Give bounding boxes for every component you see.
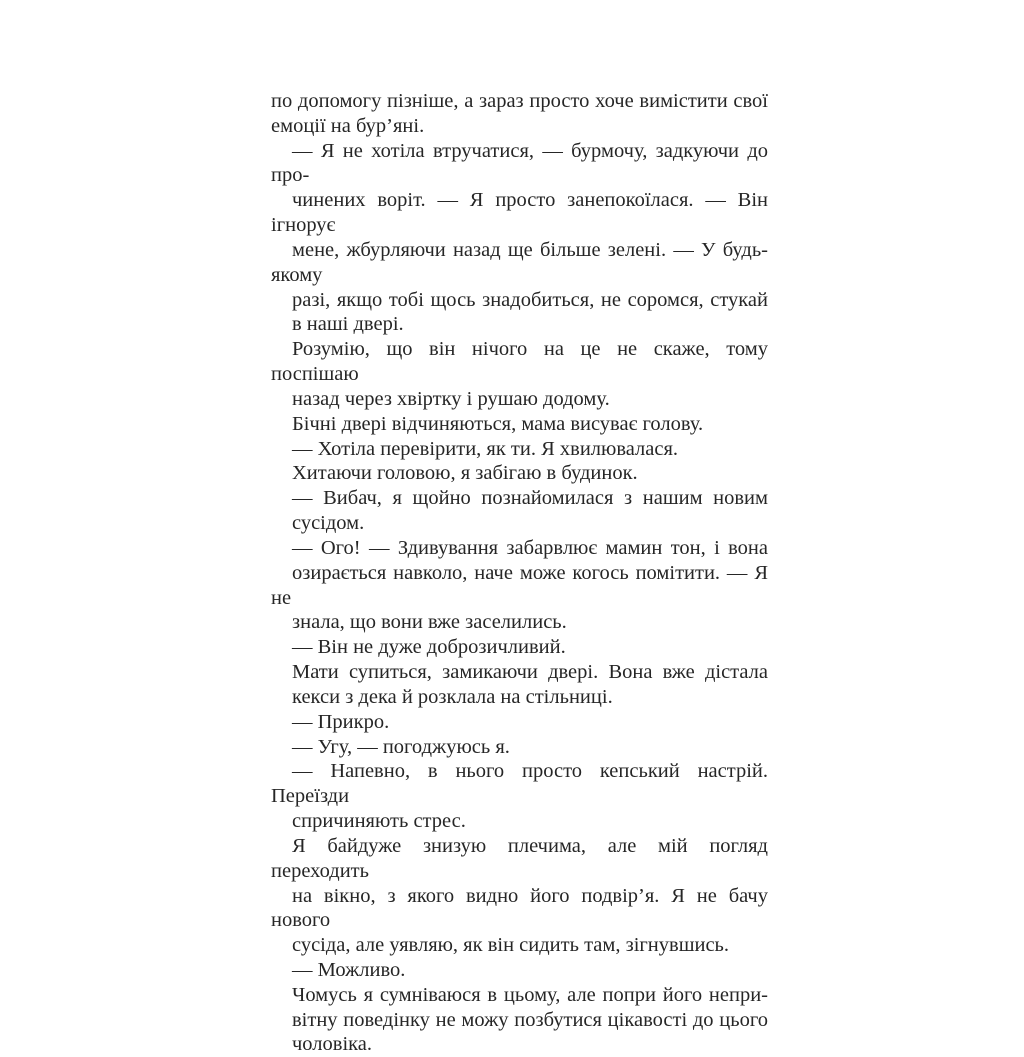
text-line: емоції на бур’яні. bbox=[271, 114, 425, 137]
paragraph bbox=[271, 461, 768, 486]
text-line: — Він не дуже доброзичливий. bbox=[292, 636, 566, 659]
paragraph bbox=[271, 635, 768, 660]
paragraph bbox=[271, 89, 768, 139]
text-line: Розумію, що він нічого на це не скаже, тому поспішаю bbox=[271, 338, 768, 386]
text-line: разі, якщо тобі щось знадобиться, не соромся, стукай bbox=[292, 288, 768, 311]
text-line: — Хотіла перевірити, як ти. Я хвилювалася. bbox=[292, 437, 679, 460]
paragraph bbox=[271, 437, 768, 462]
book-page-text bbox=[271, 89, 768, 1057]
text-line: знала, що вони вже заселились. bbox=[292, 611, 567, 634]
text-line: сусіда, але уявляю, як він сидить там, зігнувшись. bbox=[292, 934, 730, 957]
paragraph bbox=[271, 759, 768, 833]
paragraph bbox=[271, 536, 768, 635]
text-line: — Ого! — Здивування забарвлює мамин тон, і вона bbox=[292, 536, 768, 559]
paragraph bbox=[271, 139, 768, 338]
paragraph bbox=[271, 412, 768, 437]
text-line: — Можливо. bbox=[292, 958, 406, 981]
text-line: — Я не хотіла втручатися, — бурмочу, задкуючи до про- bbox=[271, 139, 768, 187]
text-line: — Вибач, я щойно познайомилася з нашим новим bbox=[292, 487, 768, 510]
paragraph bbox=[271, 735, 768, 760]
text-line: в наші двері. bbox=[292, 313, 404, 336]
paragraph bbox=[271, 660, 768, 710]
text-line: Бічні двері відчиняються, мама висуває голову. bbox=[292, 412, 704, 435]
text-line: кекси з дека й розклала на стільниці. bbox=[292, 685, 613, 708]
text-line: Мати супиться, замикаючи двері. Вона вже дістала bbox=[292, 661, 768, 684]
text-line: сусідом. bbox=[292, 512, 365, 535]
text-line: — Напевно, в нього просто кепський настрій. Переїзди bbox=[271, 760, 768, 808]
text-line: спричиняють стрес. bbox=[292, 810, 466, 833]
text-line: вітну поведінку не можу позбутися цікавості до цього bbox=[292, 1008, 768, 1031]
text-line: озирається навколо, наче може когось помітити. — Я не bbox=[271, 561, 768, 609]
paragraph bbox=[271, 486, 768, 536]
paragraph bbox=[271, 337, 768, 411]
text-line: по допомогу пізніше, а зараз просто хоче вимістити свої bbox=[271, 90, 768, 112]
text-line: чинених воріт. — Я просто занепокоїлася. — Він ігнорує bbox=[271, 189, 768, 237]
text-line: — Прикро. bbox=[292, 710, 390, 733]
paragraph bbox=[271, 710, 768, 735]
text-line: назад через хвіртку і рушаю додому. bbox=[292, 387, 610, 410]
text-line: Хитаючи головою, я забігаю в будинок. bbox=[292, 462, 638, 485]
paragraph bbox=[271, 834, 768, 958]
text-line: Чомусь я сумніваюся в цьому, але попри його непри- bbox=[292, 983, 768, 1006]
text-line: на вікно, з якого видно його подвір’я. Я не бачу нового bbox=[271, 884, 768, 932]
text-line: Я байдуже знизую плечима, але мій погляд переходить bbox=[271, 834, 768, 882]
text-line: мене, жбурляючи назад ще більше зелені. — У будь-якому bbox=[271, 238, 768, 286]
paragraph bbox=[271, 958, 768, 983]
text-line: чоловіка. bbox=[292, 1033, 373, 1056]
text-line: — Угу, — погоджуюсь я. bbox=[292, 735, 510, 758]
paragraph bbox=[271, 983, 768, 1057]
